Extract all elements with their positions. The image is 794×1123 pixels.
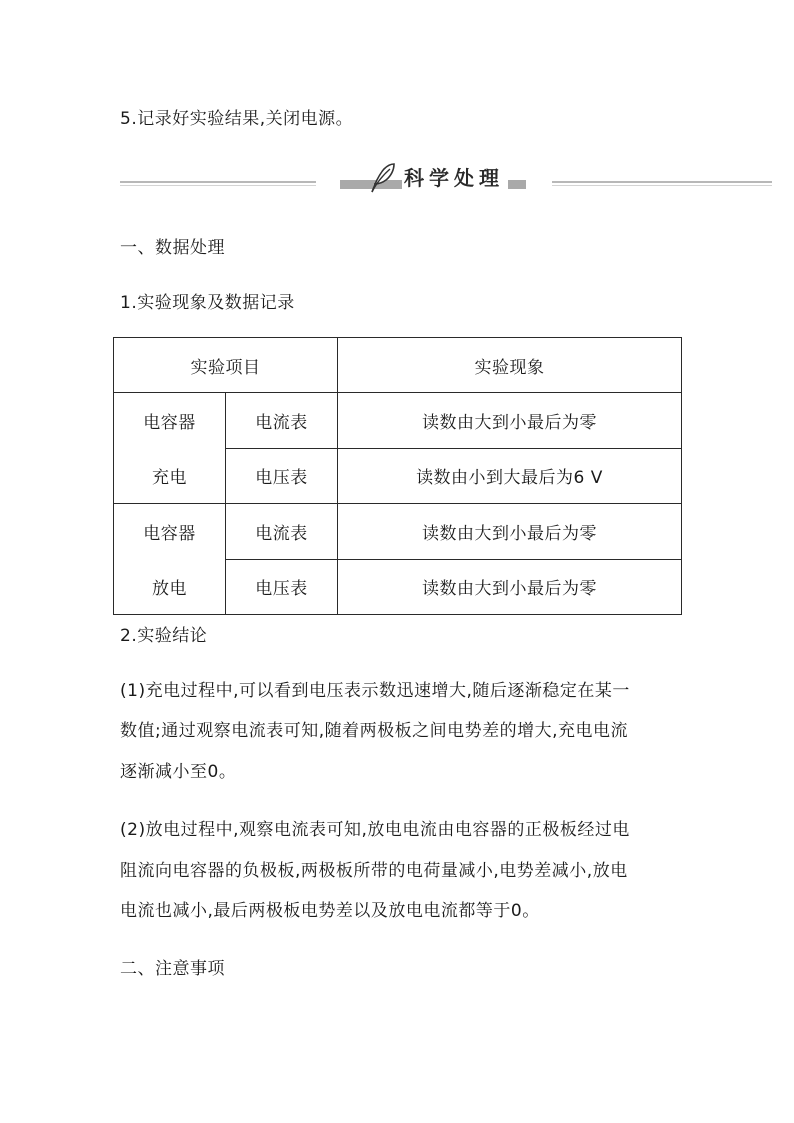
leaf-icon (366, 162, 398, 194)
sub-2-heading: 2.实验结论 (120, 626, 208, 646)
conclusion-1-line-3: 逐渐减小至0。 (120, 762, 237, 782)
meter-cell: 电压表 (226, 559, 338, 615)
banner-title: 科学处理 (402, 165, 508, 191)
group-label-line1: 电容器 (143, 413, 196, 433)
conclusion-2-line-2: 阻流向电容器的负极板,两极板所带的电荷量减小,电势差减小,放电 (120, 861, 628, 881)
banner-rule-right (552, 181, 772, 183)
meter-cell: 电压表 (226, 448, 338, 504)
phenomenon-cell: 读数由大到小最后为零 (338, 504, 682, 560)
group-label-discharge (114, 504, 226, 615)
phenomenon-cell: 读数由大到小最后为零 (338, 393, 682, 449)
header-experiment-item: 实验项目 (114, 338, 338, 393)
group-label-line2: 充电 (152, 468, 187, 488)
meter-cell: 电流表 (226, 504, 338, 560)
table-row (114, 504, 682, 560)
section-2-heading: 二、注意事项 (120, 959, 225, 979)
experiment-table (113, 337, 682, 615)
group-label-charge (114, 393, 226, 504)
section-banner (120, 162, 772, 198)
table-row (114, 393, 682, 449)
conclusion-1-line-2: 数值;通过观察电流表可知,随着两极板之间电势差的增大,充电电流 (120, 721, 629, 741)
phenomenon-cell: 读数由小到大最后为6 V (338, 448, 682, 504)
conclusion-2-line-1: (2)放电过程中,观察电流表可知,放电电流由电容器的正极板经过电 (120, 820, 630, 840)
table-header-row (114, 338, 682, 393)
group-label-line2: 放电 (152, 579, 187, 599)
conclusion-2-line-3: 电流也减小,最后两极板电势差以及放电电流都等于0。 (120, 901, 540, 921)
group-label-line1: 电容器 (143, 524, 196, 544)
section-1-heading: 一、数据处理 (120, 238, 225, 258)
header-phenomenon: 实验现象 (338, 338, 682, 393)
banner-rule-left (120, 181, 316, 183)
conclusion-1-line-1: (1)充电过程中,可以看到电压表示数迅速增大,随后逐渐稳定在某一 (120, 681, 630, 701)
sub-1-heading: 1.实验现象及数据记录 (120, 293, 295, 313)
step-5-text: 5.记录好实验结果,关闭电源。 (120, 109, 354, 129)
meter-cell: 电流表 (226, 393, 338, 449)
phenomenon-cell: 读数由大到小最后为零 (338, 559, 682, 615)
